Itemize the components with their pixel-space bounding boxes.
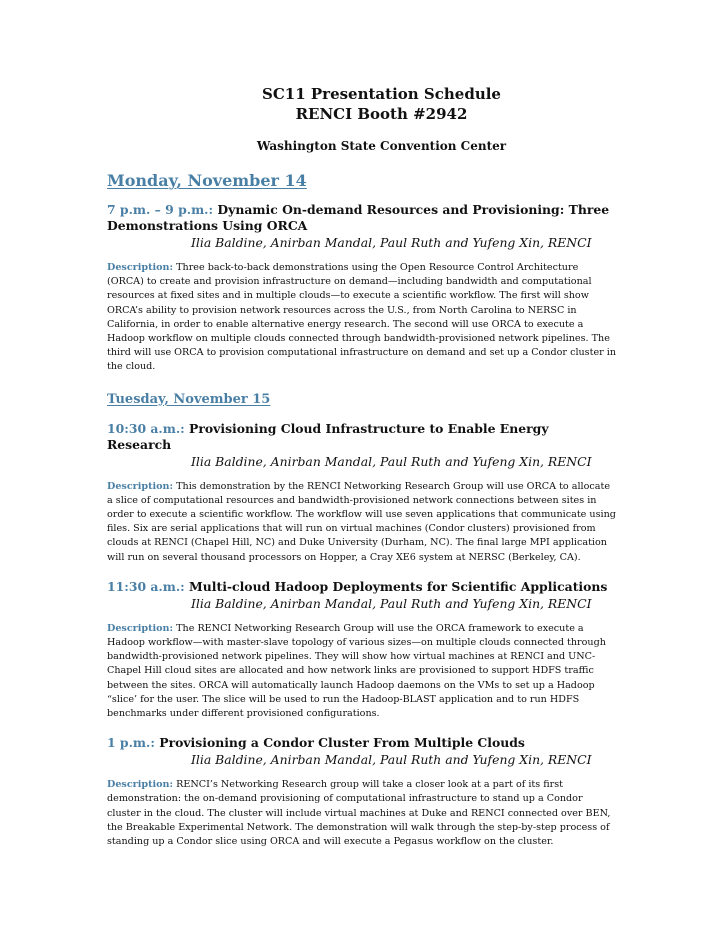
day-heading-monday: Monday, November 14 <box>107 171 307 190</box>
description-text: Three back-to-back demonstrations using the Open Resource Control Architecture (ORCA) to create and provision infrastructure on demand—including bandwidth and computational resources at fixed sites and in multiple clouds—to execute a scientific workflow. The first will show ORCA’s ability to provision network resources across the U.S., from North Carolina to NERSC in California, in order to enable alternative energy research. The second will use ORCA to execute a Hadoop workflow on multiple clouds connected through bandwidth-provisioned network pipelines. The third will use ORCA to provision computational infrastructure on demand and set up a Condor cluster in the cloud. <box>107 262 617 373</box>
session-title <box>107 579 616 595</box>
session-time: 7 p.m. – 9 p.m.: <box>107 202 214 217</box>
session-title-text: Dynamic On-demand Resources and Provisioning: Three Demonstrations Using ORCA <box>107 202 610 233</box>
session-title-text: Provisioning a Condor Cluster From Multiple Clouds <box>159 735 525 751</box>
session-time: 10:30 a.m.: <box>107 420 185 436</box>
document-header <box>107 84 616 153</box>
description-label: Description: <box>107 622 174 634</box>
session-description <box>107 480 618 565</box>
schedule-title-line: SC11 Presentation Schedule <box>262 85 501 103</box>
schedule-title <box>147 84 616 124</box>
session-item <box>107 579 616 721</box>
session-description <box>107 778 618 849</box>
session-title <box>107 735 616 751</box>
session-title <box>107 421 616 453</box>
session-title-text: Multi-cloud Hadoop Deployments for Scientific Applications <box>189 578 608 594</box>
session-item <box>107 202 616 375</box>
session-item <box>107 421 616 565</box>
session-description <box>107 622 618 721</box>
session-presenters: Ilia Baldine, Anirban Mandal, Paul Ruth and Yufeng Xin, RENCI <box>191 453 592 469</box>
description-text: This demonstration by the RENCI Networking Research Group will use ORCA to allocate a slice of computational resources and bandwidth-provisioned network connections between sites in order to execute a scientific workflow. The workflow will use seven applications that communicate using files. Six are serial applications that will run on virtual machines (Condor clusters) provisioned from clouds at RENCI (Chapel Hill, NC) and Duke University (Durham, NC). The final large MPI application will run on several thousand processors on Hopper, a Cray XE6 system at NERSC (Berkeley, CA). <box>107 480 616 563</box>
session-description <box>107 261 618 375</box>
description-text: The RENCI Networking Research Group will use the ORCA framework to execute a Hadoop workflow—with master-slave topology of various sizes—on multiple clouds connected through bandwidth-provisioned network pipelines. They will show how virtual machines at RENCI and UNC-Chapel Hill cloud sites are allocated and how network links are provisioned to support HDFS traffic between the sites. ORCA will automatically launch Hadoop daemons on the VMs to set up a Hadoop “slice’ for the user. The slice will be used to run the Hadoop-BLAST application and to run HDFS benchmarks under different provisioned configurations. <box>107 622 606 720</box>
description-label: Description: <box>107 480 174 492</box>
session-presenters: Ilia Baldine, Anirban Mandal, Paul Ruth and Yufeng Xin, RENCI <box>191 752 592 768</box>
description-text: RENCI’s Networking Research group will take a closer look at a part of its first demonstration: the on-demand provisioning of computational infrastructure to stand up a Condor cluster in the cloud. The cluster will include virtual machines at Duke and RENCI connected over BEN, the Breakable Experimental Network. The demonstration will walk through the step-by-step process of standing up a Condor slice using ORCA and will execute a Pegasus workflow on the cluster. <box>107 779 611 848</box>
session-title-text: Provisioning Cloud Infrastructure to Enable Energy Research <box>107 420 549 452</box>
description-label: Description: <box>107 262 174 273</box>
session-presenters: Ilia Baldine, Anirban Mandal, Paul Ruth and Yufeng Xin, RENCI <box>191 595 592 611</box>
session-time: 11:30 a.m.: <box>107 578 185 594</box>
venue-line: Washington State Convention Center <box>256 139 507 153</box>
booth-line: RENCI Booth #2942 <box>295 105 468 123</box>
session-time: 1 p.m.: <box>107 735 155 751</box>
description-label: Description: <box>107 779 174 791</box>
session-item <box>107 735 616 849</box>
day-heading-tuesday: Tuesday, November 15 <box>107 391 271 407</box>
session-title <box>107 202 616 234</box>
session-presenters: Ilia Baldine, Anirban Mandal, Paul Ruth and Yufeng Xin, RENCI <box>191 235 592 250</box>
